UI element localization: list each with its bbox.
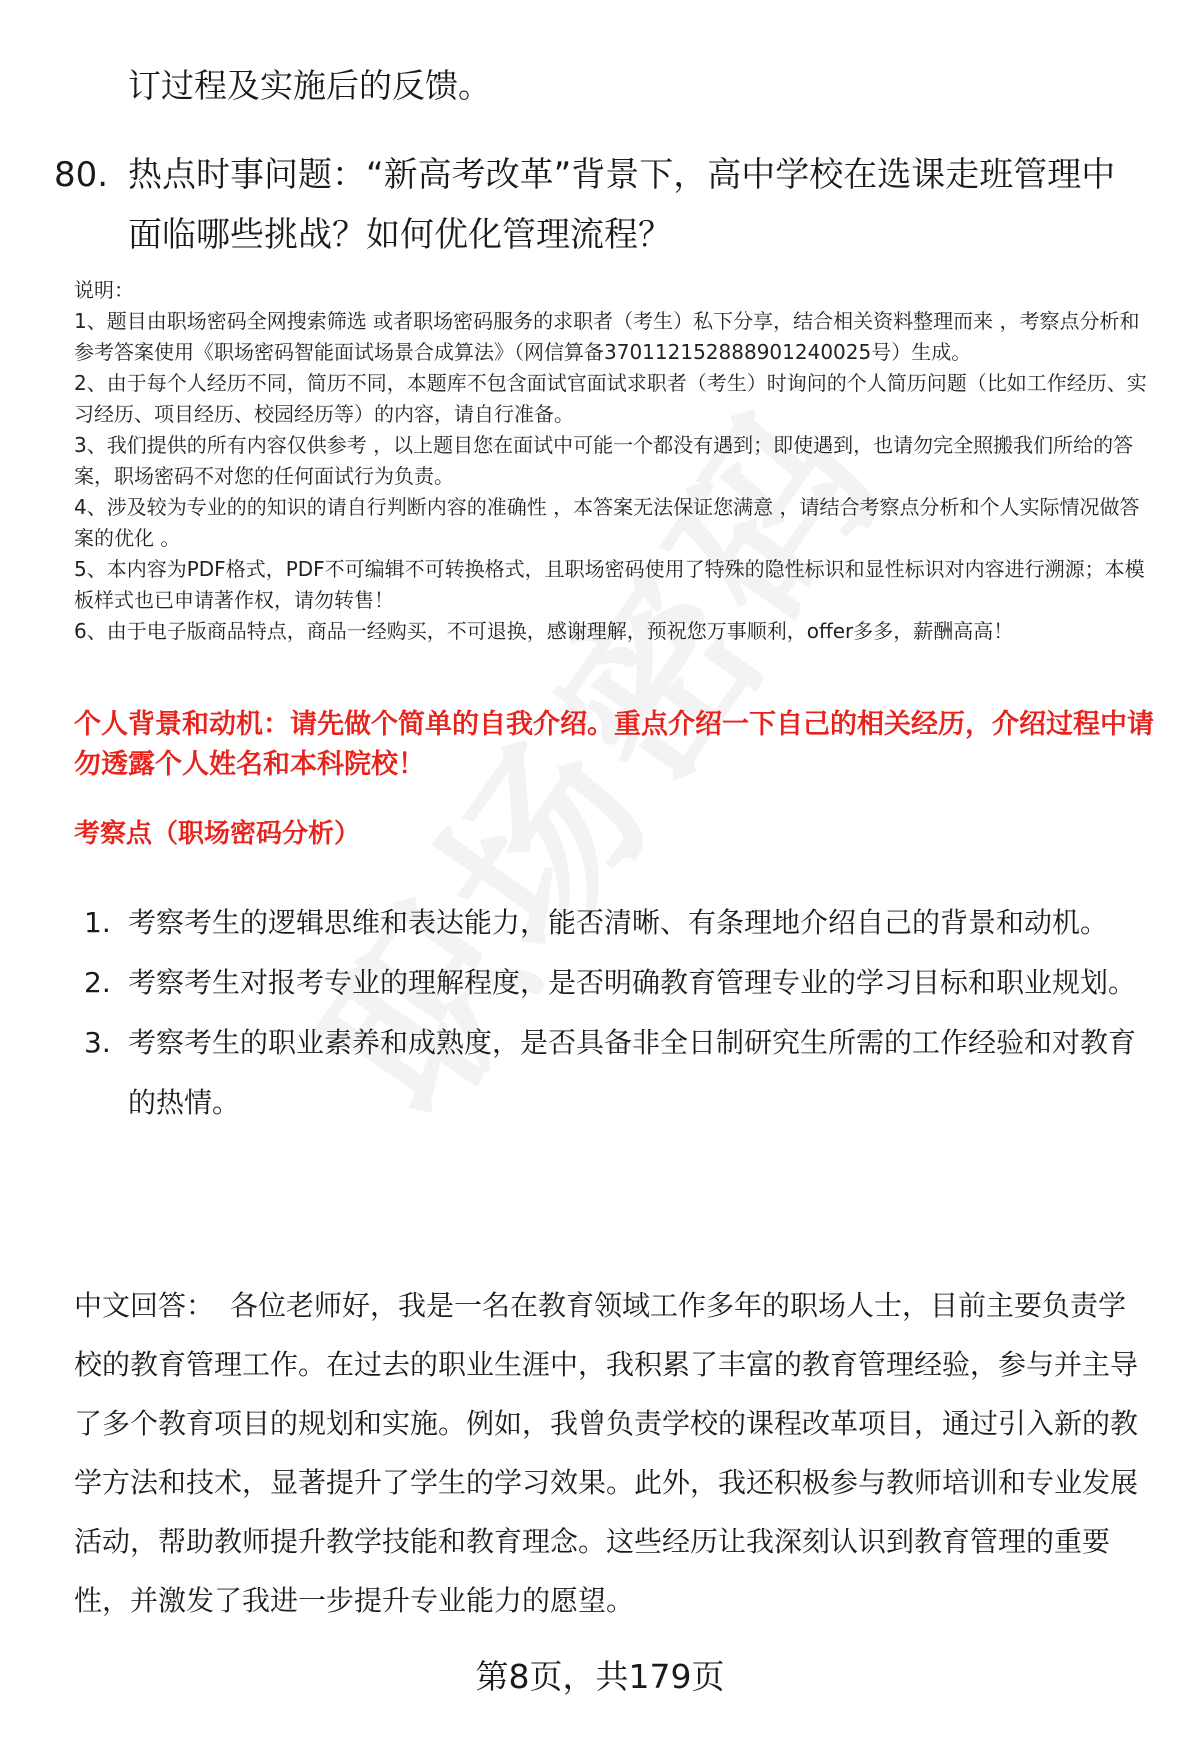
- previous-answer-continuation: 订过程及实施后的反馈。: [128, 66, 491, 105]
- note-item: 3、我们提供的所有内容仅供参考 ，以上题目您在面试中可能一个都没有遇到；即使遇到，也请勿完全照搬我们所给的答案，职场密码不对您的任何面试行为负责。: [74, 433, 1134, 488]
- list-item-text: 考察考生的职业素养和成熟度，是否具备非全日制研究生所需的工作经验和对教育的热情。: [128, 1026, 1137, 1119]
- note-item: 5、本内容为PDF格式，PDF不可编辑不可转换格式，且职场密码使用了特殊的隐性标识和显性标识对内容进行溯源；本模板样式也已申请著作权，请勿转售！: [74, 557, 1145, 612]
- page-number: 第8页，共179页: [475, 1657, 725, 1696]
- note-item: 4、涉及较为专业的的知识的请自行判断内容的准确性 ，本答案无法保证您满意 ，请结合考察点分析和个人实际情况做答案的优化 。: [74, 495, 1140, 550]
- list-item-text: 考察考生的逻辑思维和表达能力，能否清晰、有条理地介绍自己的背景和动机。: [128, 906, 1109, 939]
- answer-text: 各位老师好，我是一名在教育领域工作多年的职场人士，目前主要负责学校的教育管理工作。在过去的职业生涯中，我积累了丰富的教育管理经验，参与并主导了多个教育项目的规划和实施。例如，我曾负责学校的课程改革项目，通过引入新的教学方法和技术，显著提升了学生的学习效果。此外，我还积极参与教师培训和专业发展活动，帮助教师提升教学技能和教育理念。这些经历让我深刻认识到教育管理的重要性，并激发了我进一步提升专业能力的愿望。: [74, 1289, 1139, 1617]
- list-item-number: 1.: [84, 906, 111, 939]
- list-item-number: 3.: [84, 1026, 111, 1059]
- chinese-answer: [74, 1276, 1154, 1630]
- question-number: 80.: [54, 155, 109, 195]
- question-80: [54, 145, 1144, 265]
- analysis-heading: 考察点（职场密码分析）: [74, 819, 361, 849]
- interview-question-heading: 个人背景和动机：请先做个简单的自我介绍。重点介绍一下自己的相关经历，介绍过程中请勿透露个人姓名和本科院校！: [74, 709, 1154, 780]
- question-text: 热点时事问题：“新高考改革”背景下，高中学校在选课走班管理中面临哪些挑战？如何优化管理流程？: [128, 155, 1116, 255]
- answer-label: 中文回答：: [74, 1289, 215, 1322]
- assessment-points-list: [84, 893, 1144, 1133]
- note-item: 1、题目由职场密码全网搜索筛选 或者职场密码服务的求职者（考生）私下分享，结合相关资料整理而来 ，考察点分析和参考答案使用《职场密码智能面试场景合成算法》（网信算备370112152888901240025号）生成。: [74, 309, 1140, 364]
- note-item: 2、由于每个人经历不同，简历不同，本题库不包含面试官面试求职者（考生）时询问的个人简历问题（比如工作经历、实习经历、项目经历、校园经历等）的内容，请自行准备。: [74, 371, 1147, 426]
- list-item: [84, 953, 1144, 1013]
- notes-title: 说明：: [74, 278, 134, 302]
- list-item-text: 考察考生对报考专业的理解程度，是否明确教育管理专业的学习目标和职业规划。: [128, 966, 1137, 999]
- list-item: [84, 893, 1144, 953]
- list-item-number: 2.: [84, 966, 111, 999]
- list-item: [84, 1013, 1144, 1133]
- note-item: 6、由于电子版商品特点，商品一经购买，不可退换，感谢理解，预祝您万事顺利，offer多多，薪酬高高！: [74, 619, 1014, 643]
- disclaimer-notes: [74, 275, 1154, 647]
